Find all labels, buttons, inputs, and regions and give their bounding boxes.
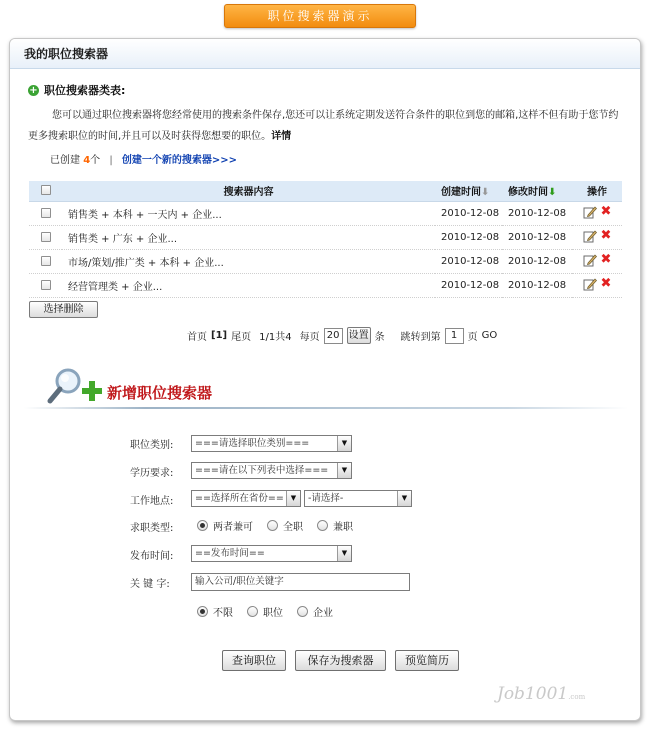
row-modified: 2010-12-08: [502, 201, 572, 225]
table-row: [29, 249, 622, 273]
header-created-label: 创建时间: [441, 187, 481, 199]
delete-icon[interactable]: ✖: [600, 227, 612, 243]
save-as-search-button[interactable]: 保存为搜索器: [295, 650, 386, 671]
row-content: 经营管理类 + 企业...: [62, 273, 435, 297]
select-all-cell: [29, 181, 62, 201]
chevron-down-icon: ▼: [397, 491, 411, 506]
table-row: [29, 225, 622, 249]
keyword-label: 关 键 字:: [130, 579, 170, 590]
delete-icon[interactable]: ✖: [600, 275, 612, 291]
current-page: [1]: [211, 330, 228, 341]
per-page-unit: 条: [374, 332, 385, 343]
page-info: 1/1共4: [259, 332, 292, 343]
keyword-input[interactable]: 输入公司/职位关键字: [191, 573, 410, 591]
per-page-set-button[interactable]: 设置: [347, 327, 371, 344]
panel-title: 我的职位搜索器: [10, 39, 640, 69]
delete-selected-button[interactable]: 选择删除: [29, 301, 98, 318]
demo-banner: 职位搜索器演示: [224, 4, 416, 28]
header-created[interactable]: [435, 181, 502, 201]
search-jobs-button[interactable]: 查询职位: [222, 650, 286, 671]
pagination: [187, 327, 497, 344]
details-link[interactable]: 详情: [271, 131, 292, 142]
category-select-value: ===请选择职位类别===: [195, 438, 310, 449]
posttime-select-value: ==发布时间==: [195, 548, 265, 559]
list-section-title-text: 职位搜索器类表:: [44, 84, 126, 97]
row-content: 市场/策划/推广类 + 本科 + 企业...: [62, 249, 435, 273]
plus-circle-icon: +: [29, 84, 38, 96]
category-select[interactable]: [191, 435, 352, 452]
arrow-down-icon: ⬇: [481, 187, 490, 199]
description-text: 您可以通过职位搜索器将您经常使用的搜索条件保存,您还可以让系统定期发送符合条件的职位到您的邮箱,这样不但有助于您节约更多搜索职位的时间,并且可以及时获得您想要的职位。: [28, 110, 619, 142]
divider: [24, 407, 628, 409]
new-search-title: 新增职位搜索器: [107, 384, 213, 402]
radio-button[interactable]: [267, 520, 278, 531]
preview-resume-button[interactable]: 预览简历: [395, 650, 459, 671]
search-manager-panel: [9, 38, 641, 721]
row-content: 销售类 + 广东 + 企业...: [62, 225, 435, 249]
chevron-down-icon: ▼: [337, 546, 351, 561]
chevron-down-icon: ▼: [337, 463, 351, 478]
row-modified: 2010-12-08: [502, 225, 572, 249]
jump-label: 跳转到第: [400, 332, 441, 343]
row-created: 2010-12-08: [435, 225, 502, 249]
row-modified: 2010-12-08: [502, 273, 572, 297]
select-all-checkbox[interactable]: [41, 185, 51, 195]
per-page-label: 每页: [299, 332, 320, 343]
edit-icon[interactable]: [583, 229, 597, 243]
header-modified-label: 修改时间: [508, 187, 548, 199]
edit-icon[interactable]: [583, 277, 597, 291]
row-checkbox[interactable]: [41, 232, 51, 242]
table-row: [29, 273, 622, 297]
education-select-value: ===请在以下列表中选择===: [195, 465, 329, 476]
jobtype-option[interactable]: 两者兼可: [197, 518, 253, 533]
watermark-text: Job1001: [497, 684, 569, 704]
education-label: 学历要求:: [130, 468, 174, 479]
location-label: 工作地点:: [130, 496, 174, 507]
radio-button[interactable]: [317, 520, 328, 531]
category-label: 职位类别:: [130, 440, 174, 451]
jump-unit: 页: [467, 332, 478, 343]
table-header-row: [29, 181, 622, 201]
magnifier-plus-icon: [38, 366, 110, 408]
education-select[interactable]: [191, 462, 352, 479]
edit-icon[interactable]: [583, 253, 597, 267]
watermark-suffix: .com: [568, 693, 586, 701]
jobtype-radio-group: [197, 518, 367, 533]
jump-page-input[interactable]: 1: [445, 328, 464, 344]
arrow-down-icon: ⬇: [548, 187, 557, 199]
new-search-header: [24, 366, 628, 411]
row-created: 2010-12-08: [435, 249, 502, 273]
job1001-watermark-logo: [497, 684, 585, 704]
row-checkbox[interactable]: [41, 280, 51, 290]
last-page-link[interactable]: 尾页: [231, 332, 252, 343]
chevron-down-icon: ▼: [286, 491, 300, 506]
radio-button[interactable]: [197, 520, 208, 531]
jobtype-option[interactable]: 全职: [267, 518, 303, 533]
province-select[interactable]: [191, 490, 301, 507]
create-new-search-link[interactable]: 创建一个新的搜索器>>>: [121, 155, 238, 166]
row-created: 2010-12-08: [435, 273, 502, 297]
chevron-down-icon: ▼: [337, 436, 351, 451]
header-actions: 操作: [572, 181, 622, 201]
posttime-select[interactable]: [191, 545, 352, 562]
go-button[interactable]: GO: [481, 330, 498, 341]
header-modified[interactable]: [502, 181, 572, 201]
row-content: 销售类 + 本科 + 一天内 + 企业...: [62, 201, 435, 225]
edit-icon[interactable]: [583, 205, 597, 219]
created-count: 4: [83, 155, 91, 166]
scope-option[interactable]: 企业: [297, 604, 333, 619]
delete-icon[interactable]: ✖: [600, 251, 612, 267]
first-page-link[interactable]: 首页: [187, 332, 207, 343]
row-created: 2010-12-08: [435, 201, 502, 225]
radio-button[interactable]: [247, 606, 258, 617]
per-page-input[interactable]: 20: [324, 328, 343, 344]
created-count-line: [50, 151, 237, 166]
city-select-value: -请选择-: [308, 493, 344, 504]
radio-button[interactable]: [297, 606, 308, 617]
row-checkbox[interactable]: [41, 208, 51, 218]
scope-radio-group: [197, 604, 347, 619]
header-content: 搜索器内容: [62, 181, 435, 201]
city-select[interactable]: [304, 490, 412, 507]
created-prefix: 已创建: [50, 155, 80, 166]
row-modified: 2010-12-08: [502, 249, 572, 273]
separator: |: [109, 155, 113, 166]
search-list-table: [29, 181, 622, 298]
delete-icon[interactable]: ✖: [600, 203, 612, 219]
posttime-label: 发布时间:: [130, 551, 174, 562]
jobtype-option[interactable]: 兼职: [317, 518, 353, 533]
scope-option[interactable]: 不限: [197, 604, 233, 619]
jobtype-label: 求职类型:: [130, 523, 174, 534]
province-select-value: ==选择所在省份==: [195, 493, 284, 504]
row-checkbox[interactable]: [41, 256, 51, 266]
created-suffix: 个: [90, 155, 101, 166]
list-description: [28, 105, 626, 147]
table-row: [29, 201, 622, 225]
scope-option[interactable]: 职位: [247, 604, 283, 619]
list-section-title: [28, 82, 125, 98]
radio-button[interactable]: [197, 606, 208, 617]
